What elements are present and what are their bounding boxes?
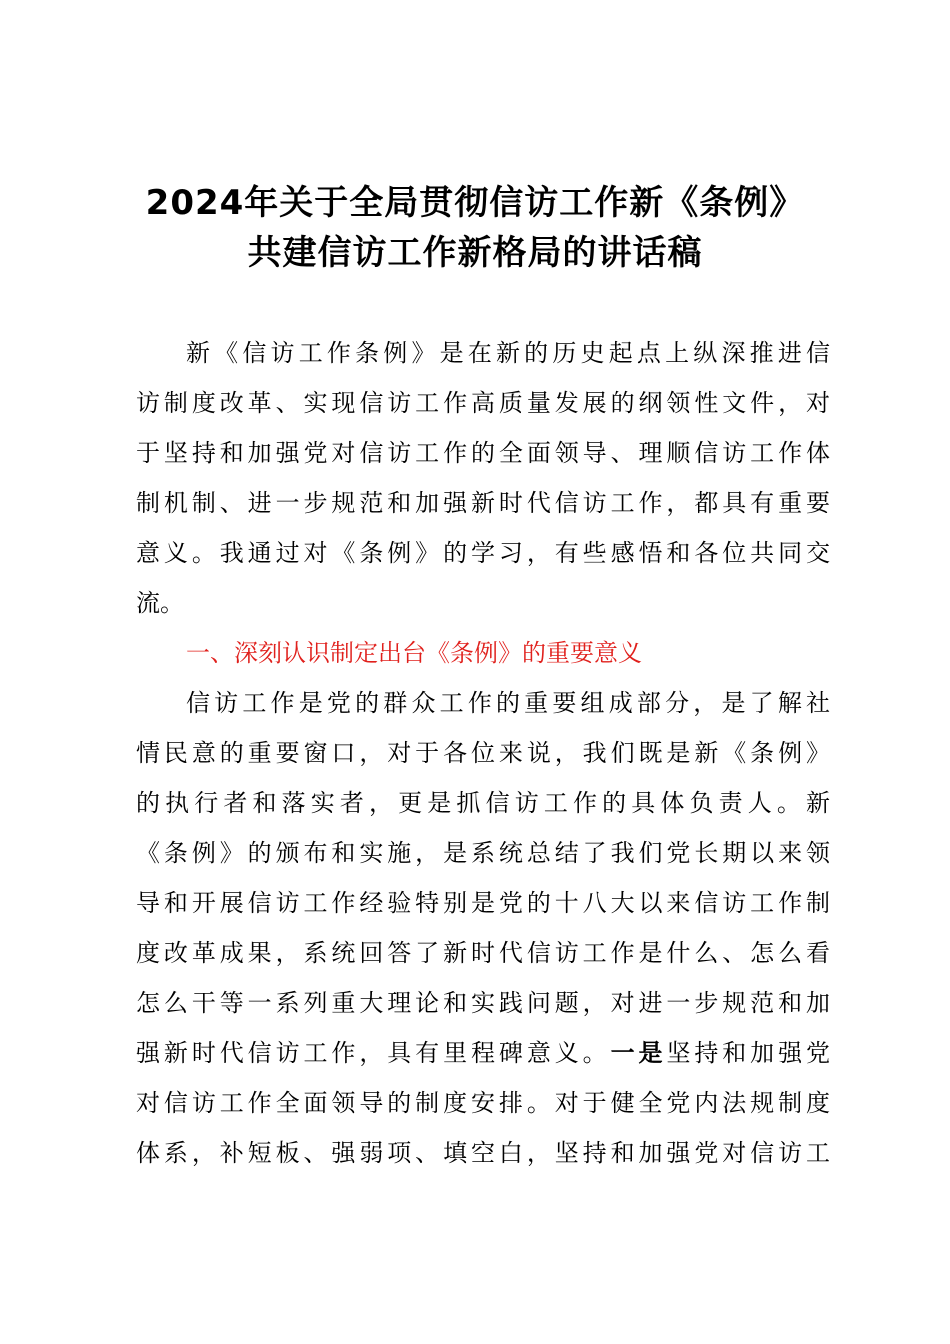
section-1-heading: 一、深刻认识制定出台《条例》的重要意义 [186, 639, 642, 667]
paragraph-1-line: 访制度改革、实现信访工作高质量发展的纲领性文件，对 [136, 389, 830, 417]
paragraph-2-line-tail: 坚持和加强党 [666, 1039, 831, 1067]
paragraph-2-line: 体系，补短板、强弱项、填空白，坚持和加强党对信访工 [136, 1139, 830, 1167]
paragraph-2-line: 情民意的重要窗口，对于各位来说，我们既是新《条例》 [136, 739, 830, 767]
paragraph-2-line: 的执行者和落实者，更是抓信访工作的具体负责人。新 [136, 789, 830, 817]
paragraph-2-line-text: 强新时代信访工作，具有里程碑意义。 [136, 1039, 611, 1067]
paragraph-1-line: 新《信访工作条例》是在新的历史起点上纵深推进信 [186, 339, 830, 367]
document-title-line-1: 2024年关于全局贯彻信访工作新《条例》 [145, 183, 805, 223]
bold-lead-yi-shi: 一是 [610, 1039, 667, 1067]
paragraph-1-line: 意义。我通过对《条例》的学习，有些感悟和各位共同交 [136, 539, 830, 567]
paragraph-2-line: 怎么干等一系列重大理论和实践问题，对进一步规范和加 [136, 989, 830, 1017]
document-title-line-2: 共建信访工作新格局的讲话稿 [247, 233, 703, 273]
paragraph-1-line: 流。 [136, 589, 184, 617]
paragraph-2-line: 导和开展信访工作经验特别是党的十八大以来信访工作制 [136, 889, 830, 917]
paragraph-2-line: 信访工作是党的群众工作的重要组成部分，是了解社 [186, 689, 830, 717]
paragraph-2-line-with-bold [136, 1028, 830, 1078]
paragraph-2-line: 《条例》的颁布和实施，是系统总结了我们党长期以来领 [136, 839, 830, 867]
paragraph-2-line: 对信访工作全面领导的制度安排。对于健全党内法规制度 [136, 1089, 830, 1117]
paragraph-1-line: 于坚持和加强党对信访工作的全面领导、理顺信访工作体 [136, 439, 830, 467]
paragraph-2-line: 度改革成果，系统回答了新时代信访工作是什么、怎么看 [136, 939, 830, 967]
paragraph-1-line: 制机制、进一步规范和加强新时代信访工作，都具有重要 [136, 489, 830, 517]
